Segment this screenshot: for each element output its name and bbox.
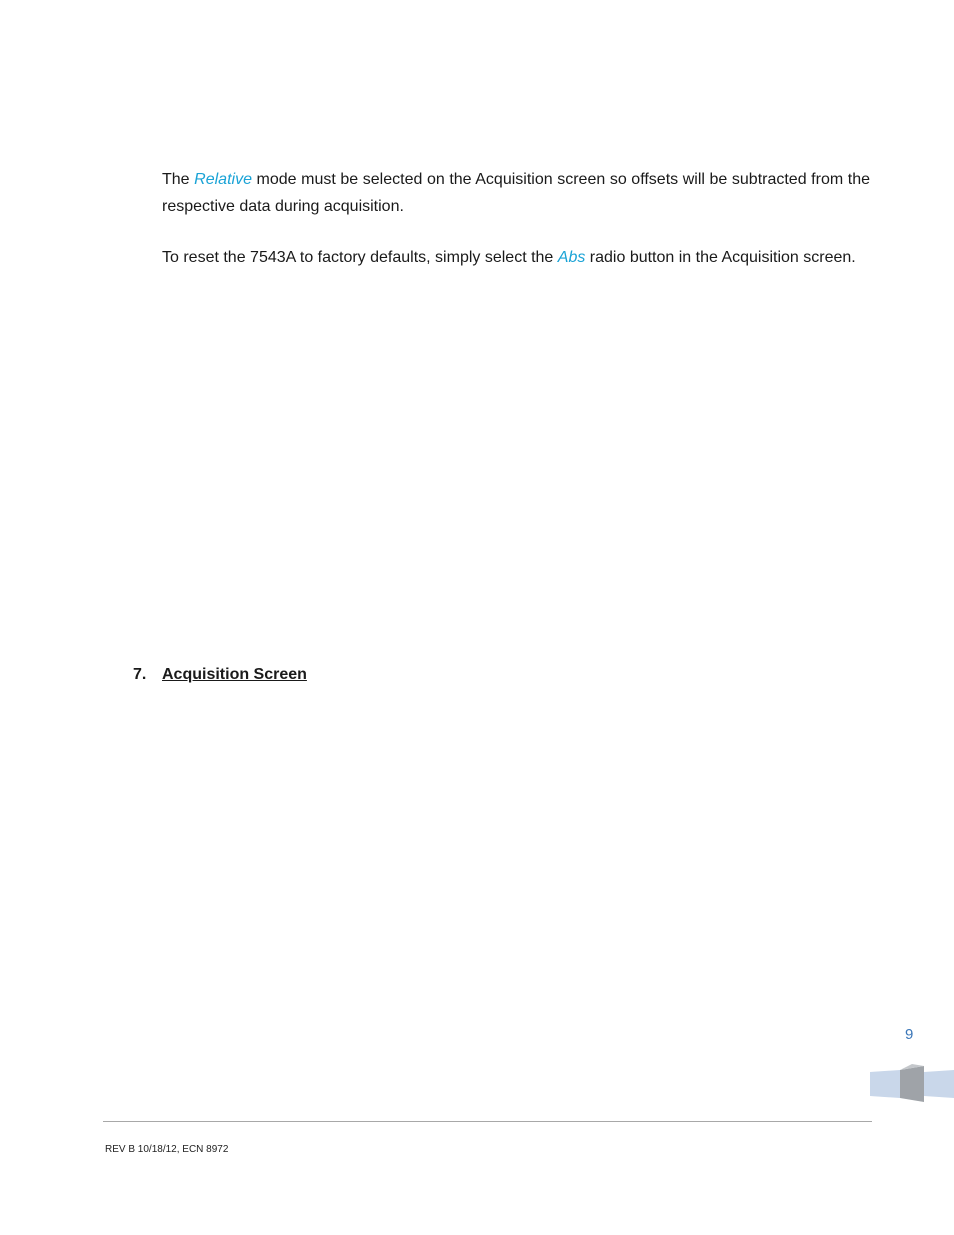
para1-text-before: The — [162, 171, 195, 188]
para1-text-after: mode must be selected on the Acquisition screen so offsets will be subtracted from the respective data during acquisition. — [162, 171, 871, 215]
section-heading — [133, 666, 307, 684]
reset-defaults-paragraph — [162, 245, 870, 272]
footer-revision: REV B 10/18/12, ECN 8972 — [105, 1144, 229, 1155]
abs-term: Abs — [557, 249, 586, 266]
relative-mode-paragraph — [162, 167, 870, 220]
para2-text-before: To reset the 7543A to factory defaults, simply select the — [162, 249, 558, 266]
section-number: 7. — [133, 666, 147, 683]
page-number: 9 — [905, 1026, 914, 1043]
page-ribbon-decoration — [870, 1064, 954, 1104]
relative-term: Relative — [194, 171, 252, 188]
footer-divider — [103, 1121, 872, 1122]
para2-text-after: radio button in the Acquisition screen. — [585, 249, 856, 266]
section-title: Acquisition Screen — [162, 666, 307, 683]
